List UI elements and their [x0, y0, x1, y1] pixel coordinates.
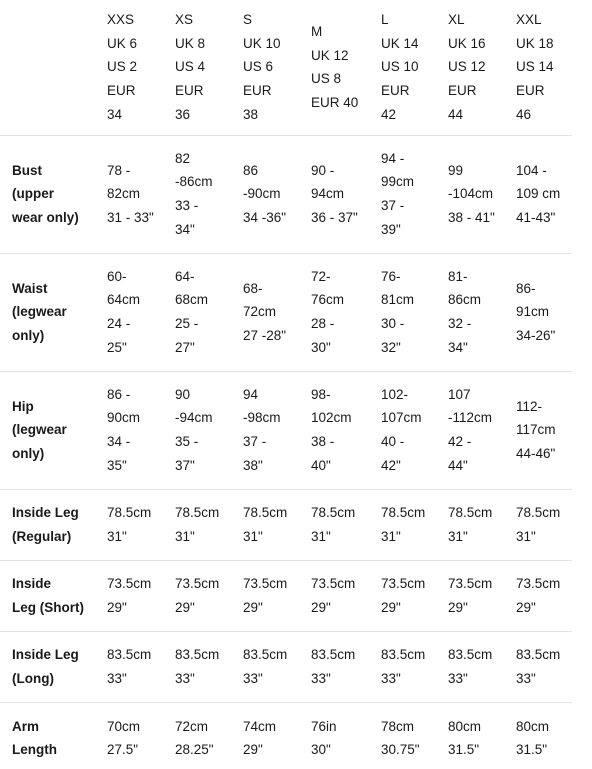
size-header-m: M UK 12 US 8 EUR 40	[306, 0, 376, 135]
table-row-waist	[0, 253, 572, 371]
table-cell: 64- 68cm 25 - 27"	[170, 253, 238, 371]
size-header-xxl: XXL UK 18 US 14 EUR 46	[511, 0, 572, 135]
table-cell: 73.5cm 29"	[170, 560, 238, 631]
table-cell: 73.5cm 29"	[443, 560, 511, 631]
table-cell: 90 - 94cm 36 - 37"	[306, 135, 376, 253]
table-cell: 78.5cm 31"	[102, 489, 170, 560]
table-cell: 78cm 30.75"	[381, 718, 420, 758]
row-label-inside-leg-short: Inside Leg (Short)	[0, 560, 102, 631]
table-cell: 72cm 28.25"	[175, 718, 214, 758]
table-cell: 98- 102cm 38 - 40"	[306, 371, 376, 489]
row-label-bust: Bust (upper wear only)	[0, 135, 102, 253]
table-cell: 80cm 31.5"	[516, 718, 550, 758]
table-cell: 83.5cm 33"	[102, 631, 170, 702]
table-cell: 83.5cm 33"	[376, 631, 443, 702]
table-cell: 112- 117cm 44-46"	[511, 371, 572, 489]
table-cell: 78.5cm 31"	[376, 489, 443, 560]
table-cell: 82 -86cm 33 - 34"	[170, 135, 238, 253]
table-cell: 83.5cm 33"	[306, 631, 376, 702]
size-header-s: S UK 10 US 6 EUR 38	[238, 0, 306, 135]
table-cell: 60- 64cm 24 - 25"	[102, 253, 170, 371]
row-label-inside-leg-long: Inside Leg (Long)	[0, 631, 102, 702]
table-cell: 90 -94cm 35 - 37"	[170, 371, 238, 489]
table-cell: 83.5cm 33"	[511, 631, 572, 702]
table-cell: 73.5cm 29"	[238, 560, 306, 631]
table-cell: 78.5cm 31"	[306, 489, 376, 560]
table-row-inside-leg-regular	[0, 489, 572, 560]
table-cell: 99 -104cm 38 - 41"	[443, 135, 511, 253]
size-header-xl: XL UK 16 US 12 EUR 44	[443, 0, 511, 135]
header-corner-cell	[0, 0, 102, 135]
table-cell: 70cm 27.5"	[107, 718, 141, 758]
table-cell: 73.5cm 29"	[102, 560, 170, 631]
header-row	[0, 0, 572, 135]
table-cell: 107 -112cm 42 - 44"	[443, 371, 511, 489]
table-cell: 68- 72cm 27 -28"	[238, 253, 306, 371]
table-cell: 86- 91cm 34-26"	[511, 253, 572, 371]
size-header-xxs: XXS UK 6 US 2 EUR 34	[102, 0, 170, 135]
table-row-bust	[0, 135, 572, 253]
table-cell: 80cm 31.5"	[448, 718, 482, 758]
table-cell: 86 - 90cm 34 - 35"	[102, 371, 170, 489]
table-cell: 72- 76cm 28 - 30"	[306, 253, 376, 371]
row-label-arm-length: Arm Length	[12, 718, 57, 758]
table-cell: 74cm 29"	[243, 718, 277, 758]
table-cell: 83.5cm 33"	[170, 631, 238, 702]
table-cell: 86 -90cm 34 -36"	[238, 135, 306, 253]
table-cell: 83.5cm 33"	[443, 631, 511, 702]
table-cell: 94 -98cm 37 - 38"	[238, 371, 306, 489]
size-header-l: L UK 14 US 10 EUR 42	[376, 0, 443, 135]
table-cell: 94 - 99cm 37 - 39"	[376, 135, 443, 253]
table-cell: 73.5cm 29"	[376, 560, 443, 631]
table-cell: 83.5cm 33"	[238, 631, 306, 702]
table-cell: 78 - 82cm 31 - 33"	[102, 135, 170, 253]
row-label-waist: Waist (legwear only)	[0, 253, 102, 371]
table-cell: 78.5cm 31"	[443, 489, 511, 560]
table-cell: 78.5cm 31"	[170, 489, 238, 560]
size-header-xs: XS UK 8 US 4 EUR 36	[170, 0, 238, 135]
table-cell: 76in 30"	[311, 718, 337, 758]
table-cell: 81- 86cm 32 - 34"	[443, 253, 511, 371]
table-row-inside-leg-long	[0, 631, 572, 702]
row-label-inside-leg-regular: Inside Leg (Regular)	[0, 489, 102, 560]
table-row-inside-leg-short	[0, 560, 572, 631]
row-label-hip: Hip (legwear only)	[0, 371, 102, 489]
table-cell: 73.5cm 29"	[511, 560, 572, 631]
table-row-hip	[0, 371, 572, 489]
table-cell: 76- 81cm 30 - 32"	[376, 253, 443, 371]
table-cell: 78.5cm 31"	[238, 489, 306, 560]
table-cell: 73.5cm 29"	[306, 560, 376, 631]
table-row-arm-length	[0, 702, 572, 769]
table-cell: 102- 107cm 40 - 42"	[376, 371, 443, 489]
table-cell: 104 - 109 cm 41-43"	[511, 135, 572, 253]
table-cell: 78.5cm 31"	[511, 489, 572, 560]
